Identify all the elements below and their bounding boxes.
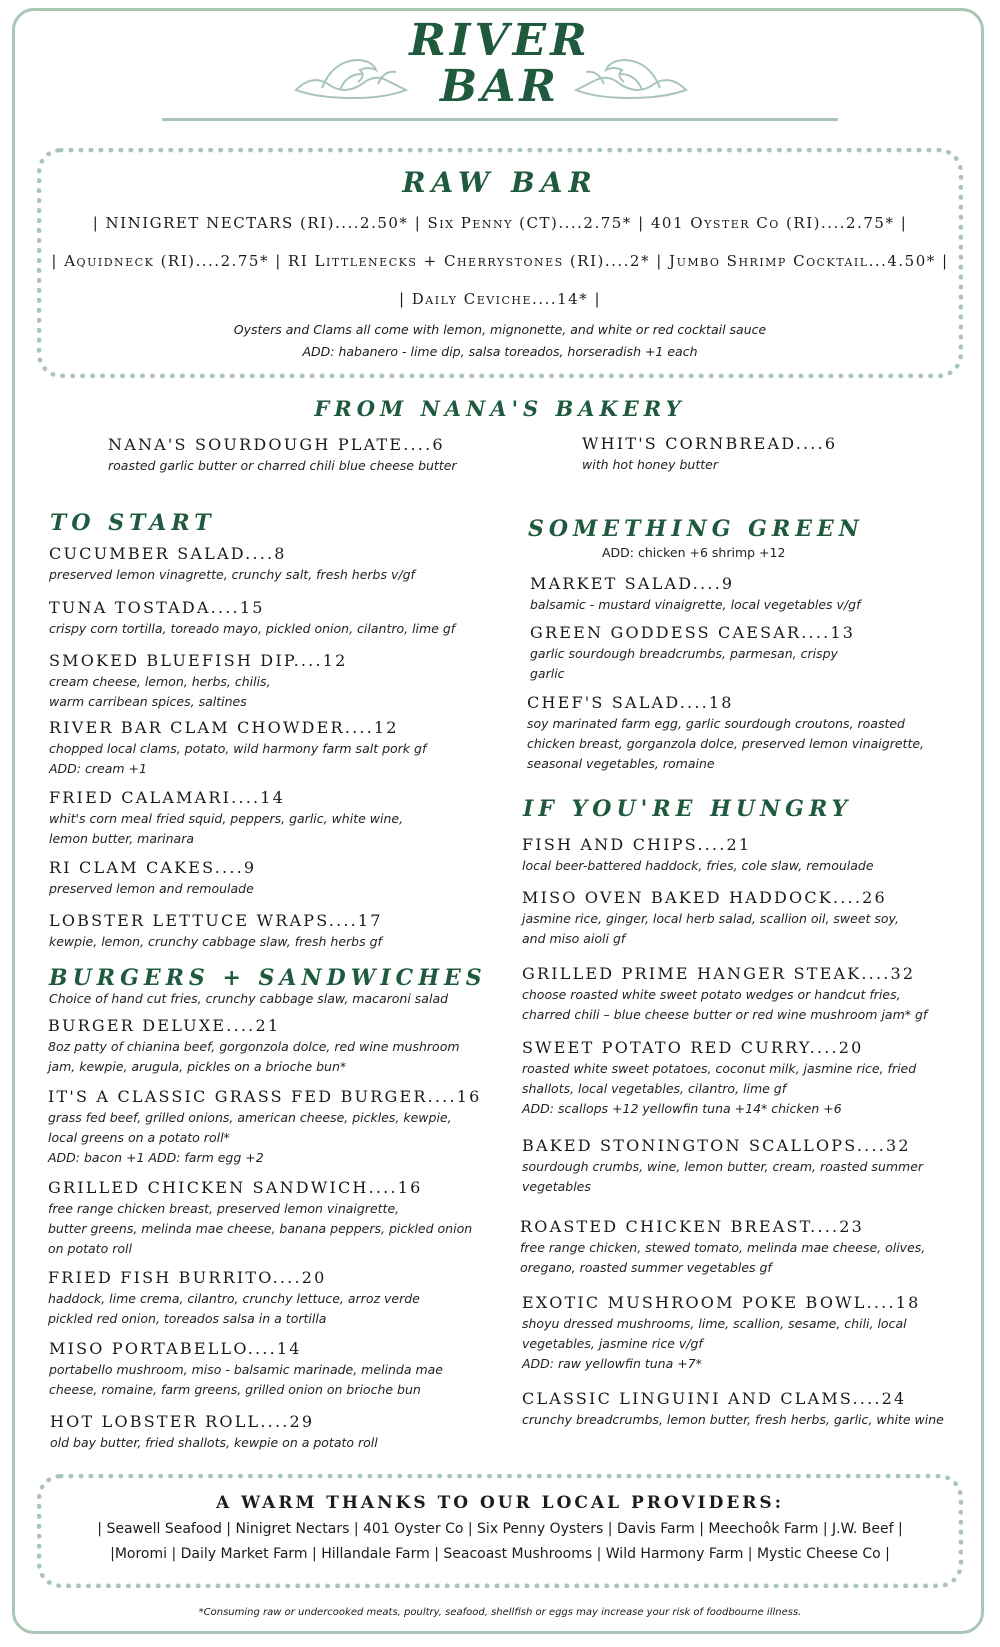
item-desc: oregano, roasted summer vegetables gf — [520, 1260, 772, 1275]
item-desc: ADD: scallops +12 yellowfin tuna +14* chicken +6 — [522, 1101, 842, 1116]
hungry-title: IF YOU'RE HUNGRY — [523, 796, 853, 822]
item-name: BURGER DELUXE....21 — [48, 1016, 281, 1035]
menu-item — [48, 1177, 472, 1259]
menu-item — [49, 543, 415, 585]
item-desc: preserved lemon and remoulade — [49, 881, 254, 896]
item-desc: haddock, lime crema, cilantro, crunchy lettuce, arroz verde — [48, 1291, 420, 1306]
title-line-1: RIVER — [409, 15, 591, 66]
item-desc: chopped local clams, potato, wild harmony farm salt pork gf — [49, 741, 427, 756]
item-name: RI CLAM CAKES....9 — [49, 858, 257, 877]
item-desc: grass fed beef, grilled onions, american cheese, pickles, kewpie, — [48, 1110, 452, 1125]
menu-item — [530, 622, 855, 684]
item-desc: warm carribean spices, saltines — [49, 694, 247, 709]
item-desc: on potato roll — [48, 1241, 132, 1256]
item-name: GRILLED CHICKEN SANDWICH....16 — [48, 1178, 423, 1197]
item-desc: cheese, romaine, farm greens, grilled onion on brioche bun — [49, 1382, 421, 1397]
menu-item — [522, 1388, 944, 1430]
item-desc: ADD: raw yellowfin tuna +7* — [522, 1356, 702, 1371]
menu-item — [50, 1411, 378, 1453]
item-desc: cream cheese, lemon, herbs, chilis, — [49, 674, 271, 689]
burgers-title: BURGERS + SANDWICHES — [49, 965, 487, 991]
item-desc: old bay butter, fried shallots, kewpie on a potato roll — [50, 1435, 378, 1450]
menu-item — [108, 434, 457, 476]
item-name: FISH AND CHIPS....21 — [522, 835, 752, 854]
item-desc: roasted garlic butter or charred chili blue cheese butter — [108, 458, 457, 473]
item-desc: free range chicken breast, preserved lemon vinaigrette, — [48, 1201, 400, 1216]
item-name: FRIED FISH BURRITO....20 — [48, 1268, 327, 1287]
raw-bar-note-1: Oysters and Clams all come with lemon, mignonette, and white or red cocktail sauce — [233, 322, 767, 337]
item-desc: kewpie, lemon, crunchy cabbage slaw, fresh herbs gf — [49, 934, 382, 949]
menu-item — [582, 433, 837, 475]
item-desc: with hot honey butter — [582, 457, 718, 472]
menu-item — [530, 573, 860, 615]
raw-bar-line-3: | Daily Ceviche....14* | — [398, 290, 602, 308]
item-name: NANA'S SOURDOUGH PLATE....6 — [108, 435, 445, 454]
raw-bar-line-2: | Aquidneck (RI)....2.75* | RI Littlenecks + Cherrystones (RI)....2* | Jumbo Shrimp Cocktail...4.50* | — [51, 252, 949, 270]
item-name: SMOKED BLUEFISH DIP....12 — [49, 651, 348, 670]
item-name: MISO PORTABELLO....14 — [49, 1339, 302, 1358]
item-name: ROASTED CHICKEN BREAST....23 — [520, 1217, 865, 1236]
item-desc: vegetables, jasmine rice v/gf — [522, 1336, 703, 1351]
item-desc: and miso aioli gf — [522, 931, 626, 946]
menu-item — [49, 787, 403, 849]
item-desc: choose roasted white sweet potato wedges or handcut fries, — [522, 987, 901, 1002]
item-desc: roasted white sweet potatoes, coconut milk, jasmine rice, fried — [522, 1061, 917, 1076]
item-desc: seasonal vegetables, romaine — [527, 756, 715, 771]
item-desc: shallots, local vegetables, cilantro, lime gf — [522, 1081, 787, 1096]
item-desc: jasmine rice, ginger, local herb salad, scallion oil, sweet soy, — [522, 911, 899, 926]
raw-bar-note-2: ADD: habanero - lime dip, salsa toreados, horseradish +1 each — [302, 344, 698, 359]
item-desc: pickled red onion, toreados salsa in a tortilla — [48, 1311, 327, 1326]
item-name: CHEF'S SALAD....18 — [527, 693, 734, 712]
item-desc: lemon butter, marinara — [49, 831, 195, 846]
menu-item — [48, 1086, 482, 1168]
to-start-title: TO START — [50, 510, 216, 536]
menu-item — [522, 1135, 923, 1197]
title-divider — [162, 118, 838, 121]
something-green-title: SOMETHING GREEN — [528, 516, 864, 542]
menu-item — [522, 834, 874, 876]
item-desc: shoyu dressed mushrooms, lime, scallion, sesame, chili, local — [522, 1316, 907, 1331]
item-desc: whit's corn meal fried squid, peppers, garlic, white wine, — [49, 811, 404, 826]
item-desc: chicken breast, gorganzola dolce, preserved lemon vinaigrette, — [527, 736, 925, 751]
providers-title: A WARM THANKS TO OUR LOCAL PROVIDERS: — [216, 1493, 784, 1513]
title-line-2: BAR — [440, 61, 560, 112]
providers-line-2: |Moromi | Daily Market Farm | Hillandale Farm | Seacoast Mushrooms | Wild Harmony Farm | Mystic Cheese Co | — [110, 1546, 890, 1562]
item-name: MISO OVEN BAKED HADDOCK....26 — [522, 888, 887, 907]
item-desc: free range chicken, stewed tomato, melinda mae cheese, olives, — [520, 1240, 926, 1255]
menu-item — [49, 717, 426, 779]
wave-icon — [292, 44, 410, 100]
item-desc: butter greens, melinda mae cheese, banana peppers, pickled onion — [48, 1221, 473, 1236]
menu-item — [520, 1216, 925, 1278]
menu-item — [527, 692, 924, 774]
item-name: CLASSIC LINGUINI AND CLAMS....24 — [522, 1389, 907, 1408]
wave-icon — [572, 44, 690, 100]
item-name: WHIT'S CORNBREAD....6 — [582, 434, 838, 453]
health-disclaimer: *Consuming raw or undercooked meats, poultry, seafood, shellfish or eggs may increase your risk of foodbourne illness. — [198, 1607, 802, 1618]
item-desc: local beer-battered haddock, fries, cole slaw, remoulade — [522, 858, 874, 873]
menu-item — [522, 887, 899, 949]
menu-item — [522, 1292, 921, 1374]
menu-item — [49, 597, 455, 639]
item-desc: garlic — [530, 666, 565, 681]
item-name: HOT LOBSTER ROLL....29 — [50, 1412, 315, 1431]
item-name: RIVER BAR CLAM CHOWDER....12 — [49, 718, 399, 737]
item-name: EXOTIC MUSHROOM POKE BOWL....18 — [522, 1293, 921, 1312]
item-desc: jam, kewpie, arugula, pickles on a brioche bun* — [48, 1059, 347, 1074]
item-desc: 8oz patty of chianina beef, gorgonzola dolce, red wine mushroom — [48, 1039, 460, 1054]
item-name: LOBSTER LETTUCE WRAPS....17 — [49, 911, 383, 930]
restaurant-title — [0, 15, 1000, 112]
menu-item — [48, 1267, 420, 1329]
bakery-title: FROM NANA'S BAKERY — [314, 396, 686, 421]
item-name: GREEN GODDESS CAESAR....13 — [530, 623, 856, 642]
raw-bar-line-1: | NINIGRET NECTARS (RI)....2.50* | Six Penny (CT)....2.75* | 401 Oyster Co (RI)....2.75* | — [92, 214, 908, 232]
item-desc: portabello mushroom, miso - balsamic marinade, melinda mae — [49, 1362, 444, 1377]
item-desc: preserved lemon vinagrette, crunchy salt, fresh herbs v/gf — [49, 567, 415, 582]
providers-line-1: | Seawell Seafood | Ninigret Nectars | 401 Oyster Co | Six Penny Oysters | Davis Farm | Meechoôk Farm | J.W. Beef | — [97, 1521, 903, 1537]
item-desc: crunchy breadcrumbs, lemon butter, fresh herbs, garlic, white wine — [522, 1412, 944, 1427]
raw-bar-title: RAW BAR — [402, 166, 598, 199]
item-desc: ADD: cream +1 — [49, 761, 147, 776]
item-name: FRIED CALAMARI....14 — [49, 788, 286, 807]
menu-item — [49, 650, 347, 712]
item-name: GRILLED PRIME HANGER STEAK....32 — [522, 964, 916, 983]
menu-item — [522, 963, 927, 1025]
item-desc: soy marinated farm egg, garlic sourdough croutons, roasted — [527, 716, 905, 731]
menu-item — [49, 1338, 443, 1400]
item-desc: ADD: bacon +1 ADD: farm egg +2 — [48, 1150, 264, 1165]
item-desc: crispy corn tortilla, toreado mayo, pickled onion, cilantro, lime gf — [49, 621, 456, 636]
item-name: SWEET POTATO RED CURRY....20 — [522, 1038, 864, 1057]
item-desc: charred chili – blue cheese butter or red wine mushroom jam* gf — [522, 1007, 928, 1022]
item-desc: balsamic - mustard vinaigrette, local vegetables v/gf — [530, 597, 861, 612]
green-add-ons: ADD: chicken +6 shrimp +12 — [602, 545, 786, 560]
item-desc: sourdough crumbs, wine, lemon butter, cream, roasted summer — [522, 1159, 924, 1174]
item-name: CUCUMBER SALAD....8 — [49, 544, 287, 563]
item-desc: vegetables — [522, 1179, 591, 1194]
menu-item — [522, 1037, 916, 1119]
item-name: BAKED STONINGTON SCALLOPS....32 — [522, 1136, 911, 1155]
item-name: TUNA TOSTADA....15 — [49, 598, 265, 617]
item-name: IT'S A CLASSIC GRASS FED BURGER....16 — [48, 1087, 482, 1106]
menu-item — [49, 857, 256, 899]
menu-item — [48, 1015, 460, 1077]
menu-item — [49, 910, 383, 952]
item-name: MARKET SALAD....9 — [530, 574, 735, 593]
item-desc: garlic sourdough breadcrumbs, parmesan, crispy — [530, 646, 838, 661]
item-desc: local greens on a potato roll* — [48, 1130, 230, 1145]
burgers-subtitle: Choice of hand cut fries, crunchy cabbage slaw, macaroni salad — [49, 991, 449, 1006]
